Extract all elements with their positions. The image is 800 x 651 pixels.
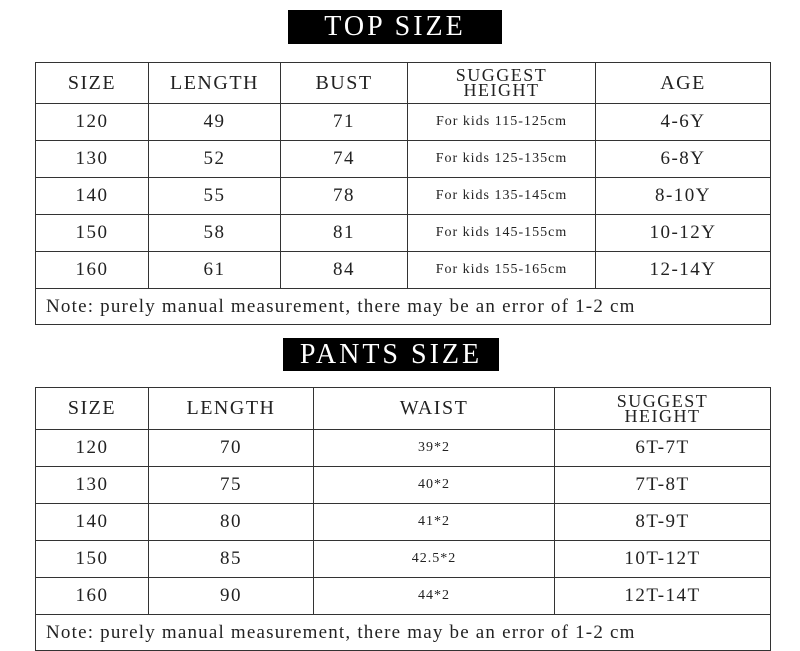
cell-size: 160 (36, 578, 149, 615)
note-row (36, 289, 771, 325)
table-header-row (36, 388, 771, 430)
header-length: LENGTH (149, 388, 314, 430)
cell-bust: 81 (281, 215, 408, 252)
cell-waist: 39*2 (314, 430, 555, 467)
cell-length: 58 (149, 215, 281, 252)
cell-height: 7T-8T (555, 467, 771, 504)
cell-height: For kids 115-125cm (408, 104, 596, 141)
table-row (36, 430, 771, 467)
cell-length: 75 (149, 467, 314, 504)
header-suggest-line2: HEIGHT (624, 405, 701, 426)
header-bust: BUST (281, 63, 408, 104)
cell-waist: 42.5*2 (314, 541, 555, 578)
cell-waist: 41*2 (314, 504, 555, 541)
header-length: LENGTH (149, 63, 281, 104)
header-age: AGE (596, 63, 771, 104)
table-row (36, 467, 771, 504)
table-row (36, 215, 771, 252)
cell-height: 10T-12T (555, 541, 771, 578)
table-header-row (36, 63, 771, 104)
cell-height: For kids 145-155cm (408, 215, 596, 252)
cell-size: 150 (36, 215, 149, 252)
header-waist: WAIST (314, 388, 555, 430)
cell-height: For kids 125-135cm (408, 141, 596, 178)
table-row (36, 252, 771, 289)
header-suggest-line1: SUGGEST (455, 65, 548, 85)
note-text: Note: purely manual measurement, there may be an error of 1-2 cm (36, 289, 771, 325)
cell-age: 12-14Y (596, 252, 771, 289)
cell-age: 6-8Y (596, 141, 771, 178)
cell-height: 8T-9T (555, 504, 771, 541)
cell-size: 120 (36, 430, 149, 467)
header-suggest-line2: HEIGHT (463, 80, 540, 100)
header-suggest-line1: SUGGEST (616, 390, 709, 411)
cell-height: For kids 135-145cm (408, 178, 596, 215)
pants-size-title: PANTS SIZE (283, 338, 499, 371)
header-suggest-height (408, 63, 596, 104)
top-size-table (35, 62, 771, 325)
cell-size: 120 (36, 104, 149, 141)
cell-length: 80 (149, 504, 314, 541)
cell-waist: 40*2 (314, 467, 555, 504)
table-row (36, 504, 771, 541)
cell-length: 70 (149, 430, 314, 467)
table-row (36, 141, 771, 178)
note-row (36, 615, 771, 651)
top-size-title: TOP SIZE (288, 10, 502, 44)
header-size: SIZE (36, 388, 149, 430)
cell-length: 55 (149, 178, 281, 215)
cell-bust: 78 (281, 178, 408, 215)
cell-bust: 84 (281, 252, 408, 289)
cell-length: 61 (149, 252, 281, 289)
note-text: Note: purely manual measurement, there may be an error of 1-2 cm (36, 615, 771, 651)
cell-length: 52 (149, 141, 281, 178)
cell-age: 8-10Y (596, 178, 771, 215)
header-size: SIZE (36, 63, 149, 104)
cell-size: 150 (36, 541, 149, 578)
cell-age: 4-6Y (596, 104, 771, 141)
cell-height: 12T-14T (555, 578, 771, 615)
cell-size: 130 (36, 467, 149, 504)
cell-age: 10-12Y (596, 215, 771, 252)
cell-waist: 44*2 (314, 578, 555, 615)
cell-length: 49 (149, 104, 281, 141)
header-suggest-height (555, 388, 771, 430)
pants-size-table (35, 387, 771, 651)
cell-size: 160 (36, 252, 149, 289)
cell-length: 85 (149, 541, 314, 578)
cell-bust: 71 (281, 104, 408, 141)
cell-height: 6T-7T (555, 430, 771, 467)
cell-height: For kids 155-165cm (408, 252, 596, 289)
table-row (36, 541, 771, 578)
cell-bust: 74 (281, 141, 408, 178)
cell-length: 90 (149, 578, 314, 615)
cell-size: 130 (36, 141, 149, 178)
table-row (36, 104, 771, 141)
cell-size: 140 (36, 178, 149, 215)
table-row (36, 578, 771, 615)
table-row (36, 178, 771, 215)
cell-size: 140 (36, 504, 149, 541)
